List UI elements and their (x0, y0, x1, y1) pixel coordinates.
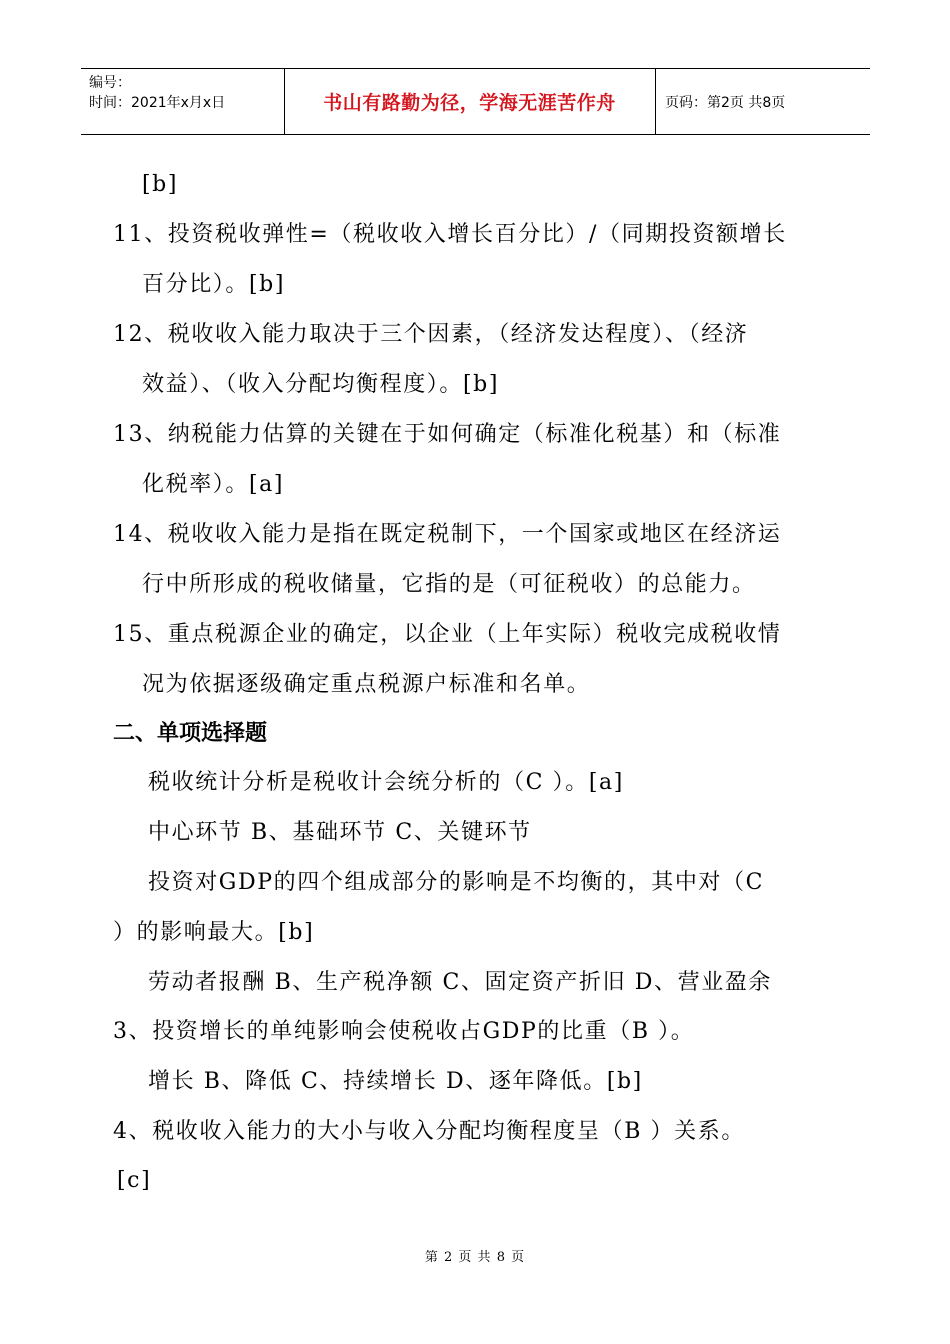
text-line: 行中所形成的税收储量，它指的是（可征税收）的总能力。 (142, 572, 756, 597)
text-line: 百分比）。[b] (142, 272, 286, 297)
text-line: 13、纳税能力估算的关键在于如何确定（标准化税基）和（标准 (113, 422, 782, 447)
date-label: 时间：2021年x月x日 (89, 95, 226, 111)
page-footer: 第 2 页 共 8 页 (424, 1250, 526, 1265)
header-divider-right (655, 69, 656, 134)
text-line: 12、税收收入能力取决于三个因素，（经济发达程度）、（经济 (113, 322, 749, 347)
text-line: 效益）、（收入分配均衡程度）。[b] (142, 372, 500, 397)
header-motto: 书山有路勤为径，学海无涯苦作舟 (323, 92, 616, 114)
text-line: 税收统计分析是税收计会统分析的（C ）。[a] (148, 770, 624, 795)
text-line: 化税率）。[a] (142, 472, 285, 497)
text-line: [b] (142, 172, 179, 197)
text-line: 增长 B、降低 C、持续增长 D、逐年降低。[b] (148, 1069, 643, 1094)
text-line: ）的影响最大。[b] (113, 920, 315, 945)
text-line: 中心环节 B、基础环节 C、关键环节 (148, 820, 532, 845)
text-line: 投资对GDP的四个组成部分的影响是不均衡的，其中对（C (148, 870, 765, 895)
text-line: 4、税收收入能力的大小与收入分配均衡程度呈（B ）关系。 (113, 1119, 745, 1144)
code-label: 编号： (89, 75, 131, 91)
text-line: 况为依据逐级确定重点税源户标准和名单。 (142, 672, 591, 697)
text-line: 15、重点税源企业的确定，以企业（上年实际）税收完成税收情 (113, 622, 782, 647)
text-line: 劳动者报酬 B、生产税净额 C、固定资产折旧 D、营业盈余 (148, 970, 773, 995)
page-header (81, 68, 870, 135)
text-line: [c] (117, 1168, 152, 1193)
text-line: 3、投资增长的单纯影响会使税收占GDP的比重（B ）。 (113, 1019, 695, 1044)
text-line: 14、税收收入能力是指在既定税制下，一个国家或地区在经济运 (113, 522, 782, 547)
header-page-info: 页码：第2页 共8页 (665, 94, 786, 111)
header-meta (89, 73, 225, 113)
section-heading: 二、单项选择题 (113, 721, 268, 746)
text-line: 11、投资税收弹性=（税收收入增长百分比）/（同期投资额增长 (113, 222, 787, 247)
